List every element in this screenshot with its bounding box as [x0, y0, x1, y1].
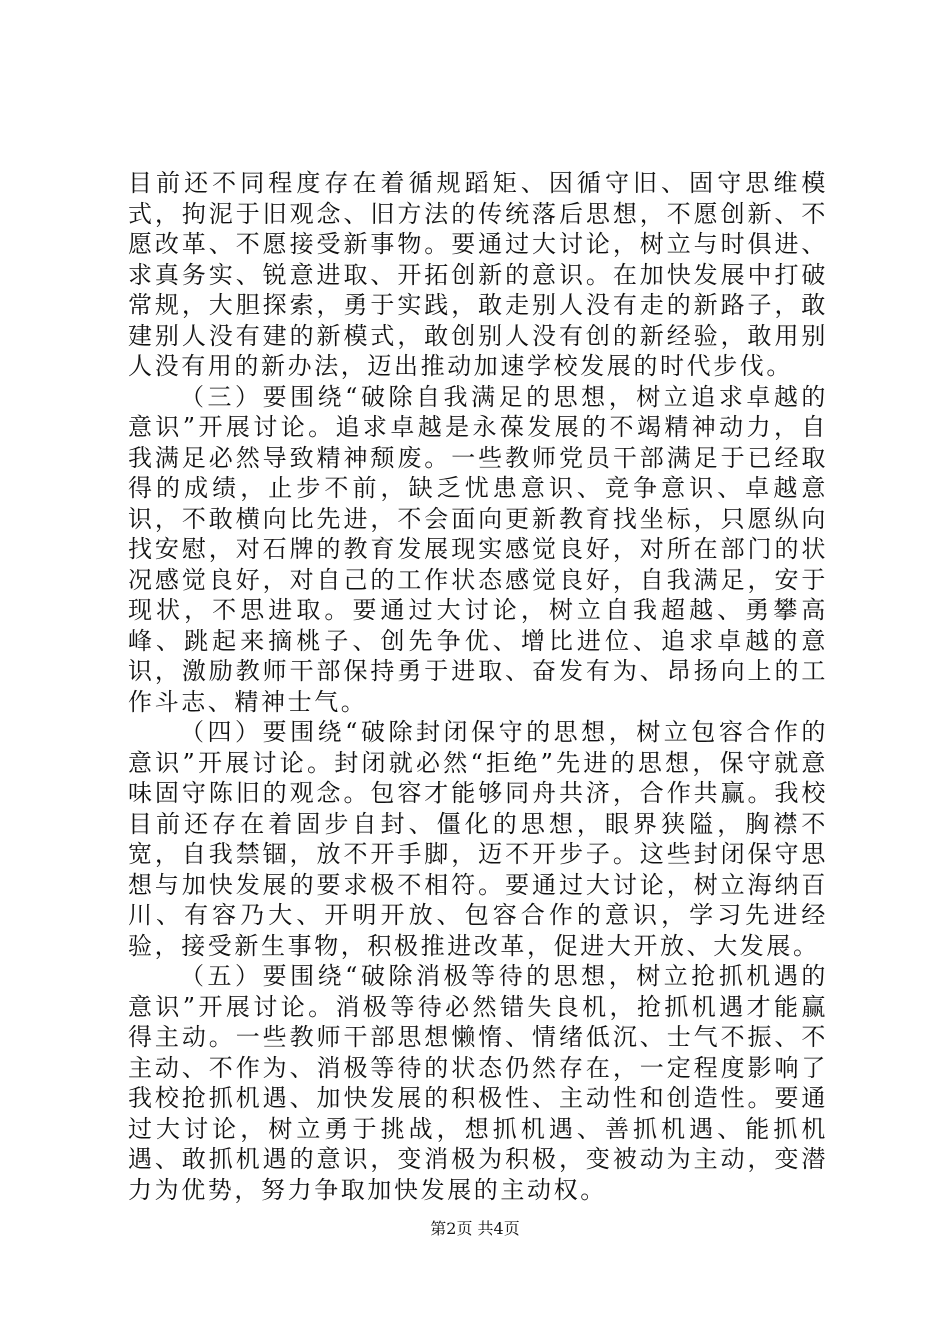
page-number-footer: 第2页 共4页 — [430, 1219, 520, 1238]
paragraph-continued: 目前还不同程度存在着循规蹈矩、因循守旧、固守思维模式，拘泥于旧观念、旧方法的传统落后思想，不愿创新、不愿改革、不愿接受新事物。要通过大讨论，树立与时俱进、求真务实、锐意进取、开拓创新的意识。在加快发展中打破常规，大胆探索，勇于实践，敢走别人没有走的新路子，敢建别人没有建的新模式，敢创别人没有创的新经验，敢用别人没有用的新办法，迈出推动加速学校发展的时代步伐。 — [128, 169, 828, 380]
paragraph-section-5: （五）要围绕“破除消极等待的思想，树立抢抓机遇的意识”开展讨论。消极等待必然错失良机，抢抓机遇才能赢得主动。一些教师干部思想懒惰、情绪低沉、士气不振、不主动、不作为、消极等待的状态仍然存在，一定程度影响了我校抢抓机遇、加快发展的积极性、主动性和创造性。要通过大讨论，树立勇于挑战，想抓机遇、善抓机遇、能抓机遇、敢抓机遇的意识，变消极为积极，变被动为主动，变潜力为优势，努力争取加快发展的主动权。 — [128, 962, 828, 1204]
paragraph-section-3: （三）要围绕“破除自我满足的思想，树立追求卓越的意识”开展讨论。追求卓越是永葆发展的不竭精神动力，自我满足必然导致精神颓废。一些教师党员干部满足于已经取得的成绩，止步不前，缺乏忧患意识、竞争意识、卓越意识，不敢横向比先进，不会面向更新教育找坐标，只愿纵向找安慰，对石牌的教育发展现实感觉良好，对所在部门的状况感觉良好，对自己的工作状态感觉良好，自我满足，安于现状，不思进取。要通过大讨论，树立自我超越、勇攀高峰、跳起来摘桃子、创先争优、增比进位、追求卓越的意识，激励教师干部保持勇于进取、奋发有为、昂扬向上的工作斗志、精神士气。 — [128, 382, 828, 716]
document-body — [128, 168, 828, 1205]
paragraph-section-4: （四）要围绕“破除封闭保守的思想，树立包容合作的意识”开展讨论。封闭就必然“拒绝”先进的思想，保守就意味固守陈旧的观念。包容才能够同舟共济，合作共赢。我校目前还存在着固步自封、僵化的思想，眼界狭隘，胸襟不宽，自我禁锢，放不开手脚，迈不开步子。这些封闭保守思想与加快发展的要求极不相符。要通过大讨论，树立海纳百川、有容乃大、开明开放、包容合作的意识，学习先进经验，接受新生事物，积极推进改革，促进大开放、大发展。 — [128, 718, 828, 960]
